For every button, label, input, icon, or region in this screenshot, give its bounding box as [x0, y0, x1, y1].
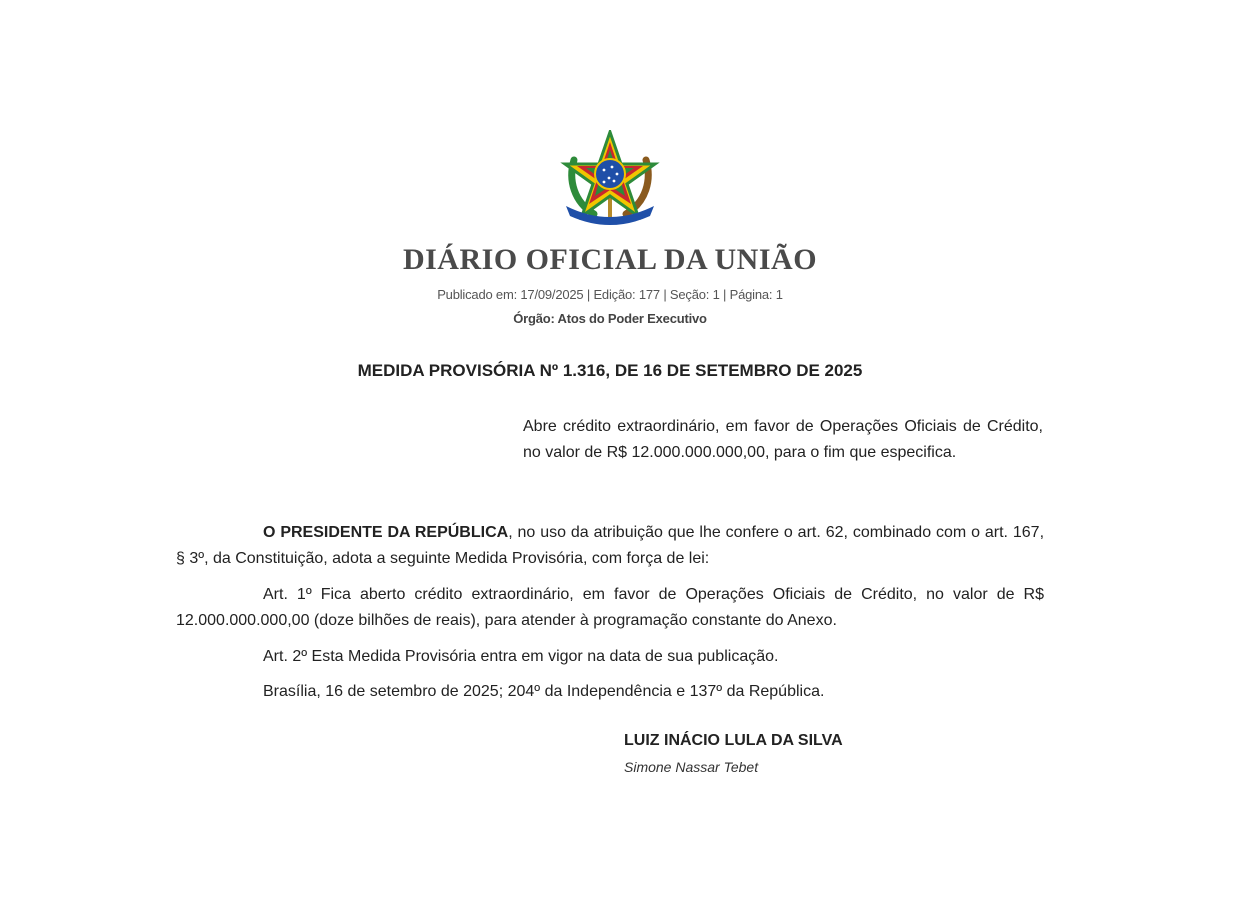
minister-signature: Simone Nassar Tebet [624, 759, 759, 775]
article-1-block [176, 582, 1044, 644]
act-summary: Abre crédito extraordinário, em favor de Operações Oficiais de Crédito, no valor de R$ 12.000.000.000,00, para o fim que especifica. [523, 418, 1043, 461]
preamble-lead: O PRESIDENTE DA REPÚBLICA [263, 524, 509, 541]
article-2-block [176, 644, 1044, 679]
publication-info: Publicado em: 17/09/2025 | Edição: 177 | Seção: 1 | Página: 1 [437, 287, 783, 302]
brazil-coat-of-arms-icon [560, 130, 660, 226]
issuing-organ: Órgão: Atos do Poder Executivo [513, 311, 707, 326]
closing-block [176, 679, 1044, 714]
closing-date: Brasília, 16 de setembro de 2025; 204º da Independência e 137º da República. [263, 683, 825, 700]
article-1: Art. 1º Fica aberto crédito extraordinário, em favor de Operações Oficiais de Crédito, no valor de R$ 12.000.000.000,00 (doze bilhões de reais), para atender à programação constante do Anexo. [176, 586, 1044, 629]
president-signature: LUIZ INÁCIO LULA DA SILVA [624, 732, 843, 749]
preamble [176, 520, 1044, 572]
act-body [176, 520, 1044, 582]
act-title: MEDIDA PROVISÓRIA Nº 1.316, DE 16 DE SETEMBRO DE 2025 [357, 361, 863, 380]
masthead-title: DIÁRIO OFICIAL DA UNIÃO [402, 243, 818, 276]
article-2: Art. 2º Esta Medida Provisória entra em vigor na data de sua publicação. [263, 648, 779, 665]
preamble-text: , no uso da atribuição que lhe confere o art. 62, combinado com o art. 167, § 3º, da Constituição, adota a seguinte Medida Provisória, com força de lei: [176, 524, 1045, 567]
